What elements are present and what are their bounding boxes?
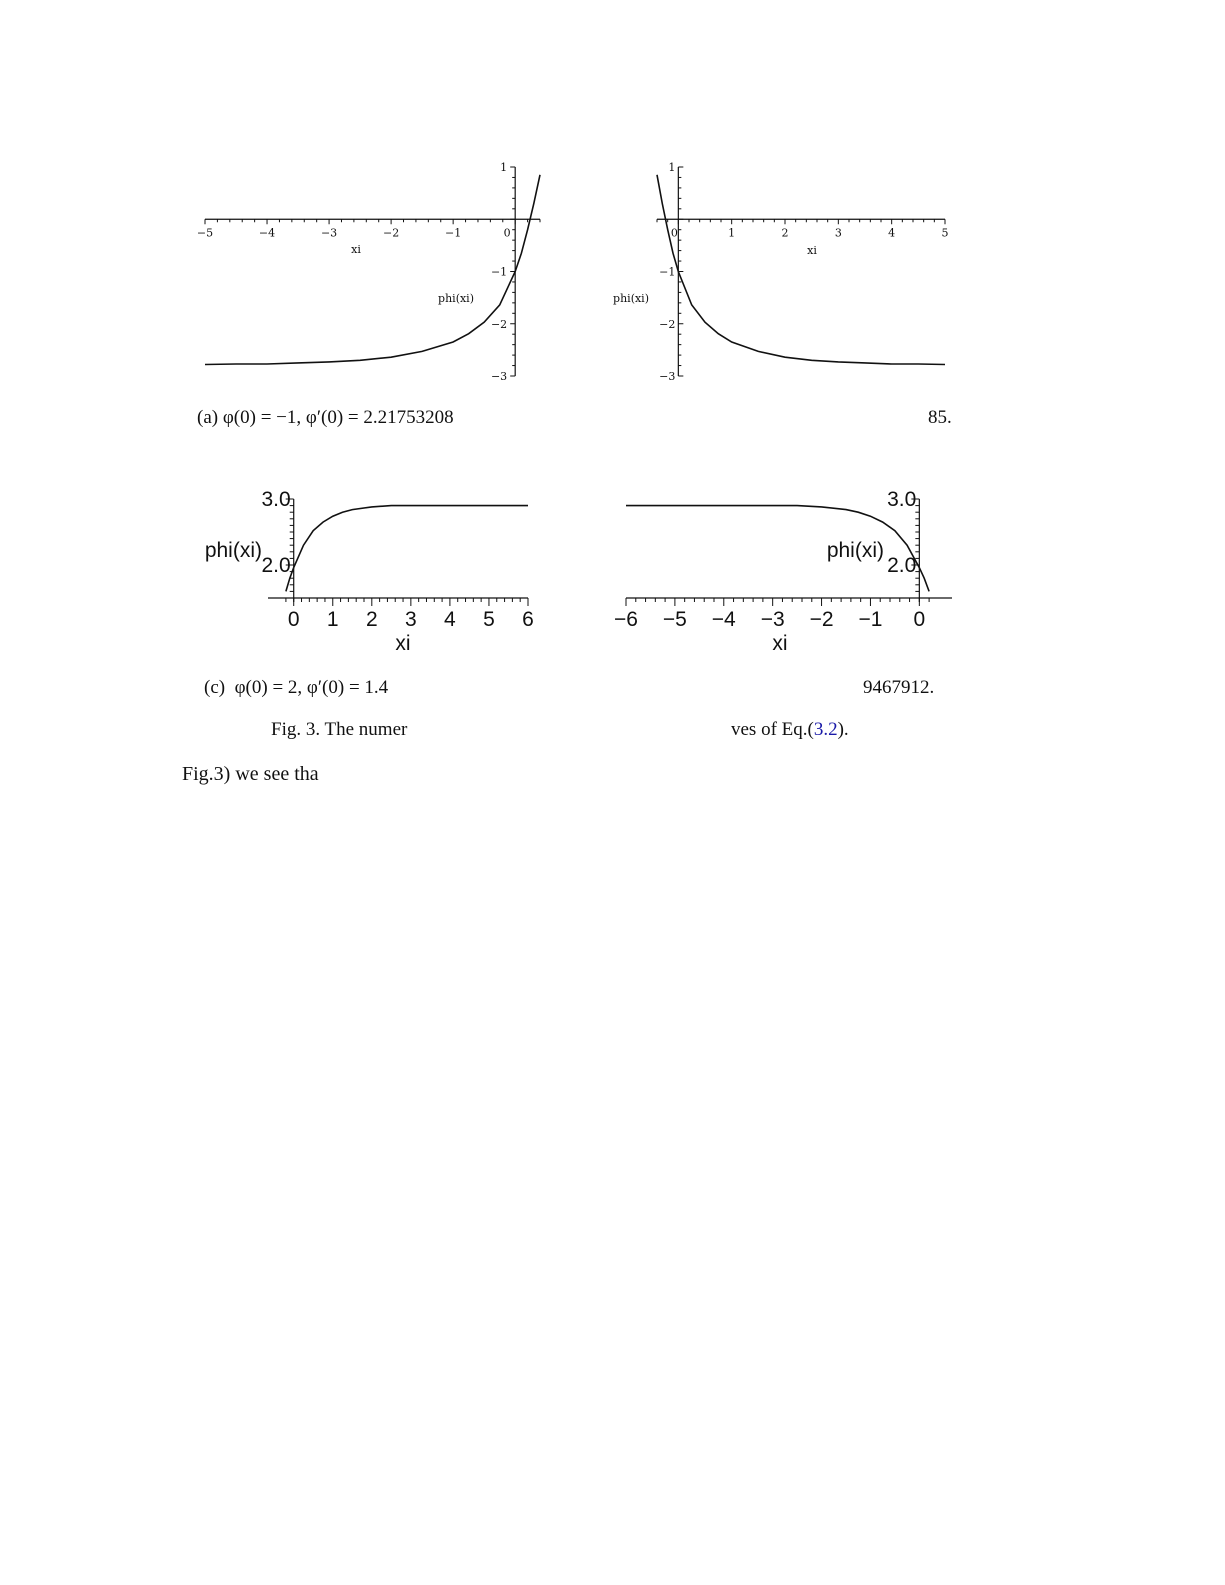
caption-a: [197, 407, 454, 429]
x-tick-label: −6: [614, 608, 638, 631]
x-tick-label: −4: [711, 608, 736, 631]
y-axis-label: phi(xi): [826, 539, 884, 562]
plot-b: [600, 150, 960, 395]
y-tick-label: −2: [659, 317, 676, 331]
caption-b-tail: 85.: [928, 407, 952, 428]
x-tick-label: 1: [326, 608, 339, 631]
x-tick-label: 3: [834, 226, 842, 240]
solution-curve: [205, 175, 540, 365]
caption-a-label: (a): [197, 407, 219, 428]
x-tick-label: 1: [728, 226, 736, 240]
x-tick-label: 6: [522, 608, 534, 631]
y-axis-label: phi(xi): [438, 292, 474, 305]
x-tick-label: −3: [760, 608, 785, 631]
y-axis-label: phi(xi): [613, 292, 649, 305]
plot-c: [200, 478, 560, 668]
plot-a: [180, 150, 560, 395]
y-tick-label: 2.0: [261, 554, 291, 577]
solution-curve: [286, 506, 528, 592]
caption-c-text: φ(0) = 2, φ′(0) = 1.4: [234, 677, 389, 698]
y-axis-label: phi(xi): [204, 539, 262, 562]
x-tick-label: 0: [503, 226, 511, 240]
x-tick-label: −5: [662, 608, 687, 631]
x-tick-label: 2: [365, 608, 378, 631]
y-tick-label: −1: [490, 265, 508, 279]
x-axis-label: xi: [395, 632, 411, 655]
x-tick-label: 4: [888, 226, 896, 240]
figure-caption-right-post: ).: [837, 719, 849, 740]
x-axis-label: xi: [351, 243, 361, 256]
y-tick-label: 2.0: [887, 554, 917, 577]
y-tick-label: 1: [668, 161, 676, 174]
y-tick-label: −2: [490, 317, 508, 331]
x-tick-label: 5: [483, 608, 495, 631]
x-tick-label: 0: [670, 226, 678, 240]
x-tick-label: −3: [320, 226, 338, 240]
x-tick-label: 4: [444, 608, 456, 631]
x-tick-label: −2: [383, 226, 400, 240]
caption-d-tail: 9467912.: [863, 677, 935, 698]
equation-reference-link[interactable]: 3.2: [813, 719, 838, 740]
body-text: Fig.3) we see tha: [182, 763, 319, 785]
x-tick-label: −5: [196, 226, 214, 240]
x-tick-label: 5: [941, 226, 949, 240]
x-axis-label: xi: [772, 632, 788, 655]
plot-d: [600, 478, 960, 668]
figure-caption-right: [731, 719, 849, 741]
figure-caption-left: Fig. 3. The numer: [271, 719, 408, 740]
x-tick-label: −1: [445, 226, 462, 240]
x-tick-label: 0: [913, 608, 926, 631]
y-tick-label: −3: [490, 370, 508, 383]
x-tick-label: −4: [258, 226, 276, 240]
x-tick-label: 0: [287, 608, 300, 631]
y-tick-label: −3: [659, 370, 676, 383]
figure-caption-right-pre: ves of Eq.(: [731, 719, 814, 740]
y-tick-label: −1: [659, 265, 676, 279]
x-tick-label: −2: [809, 608, 834, 631]
y-tick-label: 1: [500, 161, 508, 174]
caption-c: [204, 677, 388, 699]
caption-c-label: (c): [204, 677, 226, 698]
x-tick-label: 2: [781, 226, 789, 240]
x-tick-label: −1: [858, 608, 883, 631]
y-tick-label: 3.0: [261, 488, 291, 511]
solution-curve: [657, 175, 945, 365]
x-axis-label: xi: [807, 244, 817, 257]
caption-a-text: φ(0) = −1, φ′(0) = 2.21753208: [222, 407, 454, 428]
y-tick-label: 3.0: [887, 488, 917, 511]
x-tick-label: 3: [405, 608, 417, 631]
